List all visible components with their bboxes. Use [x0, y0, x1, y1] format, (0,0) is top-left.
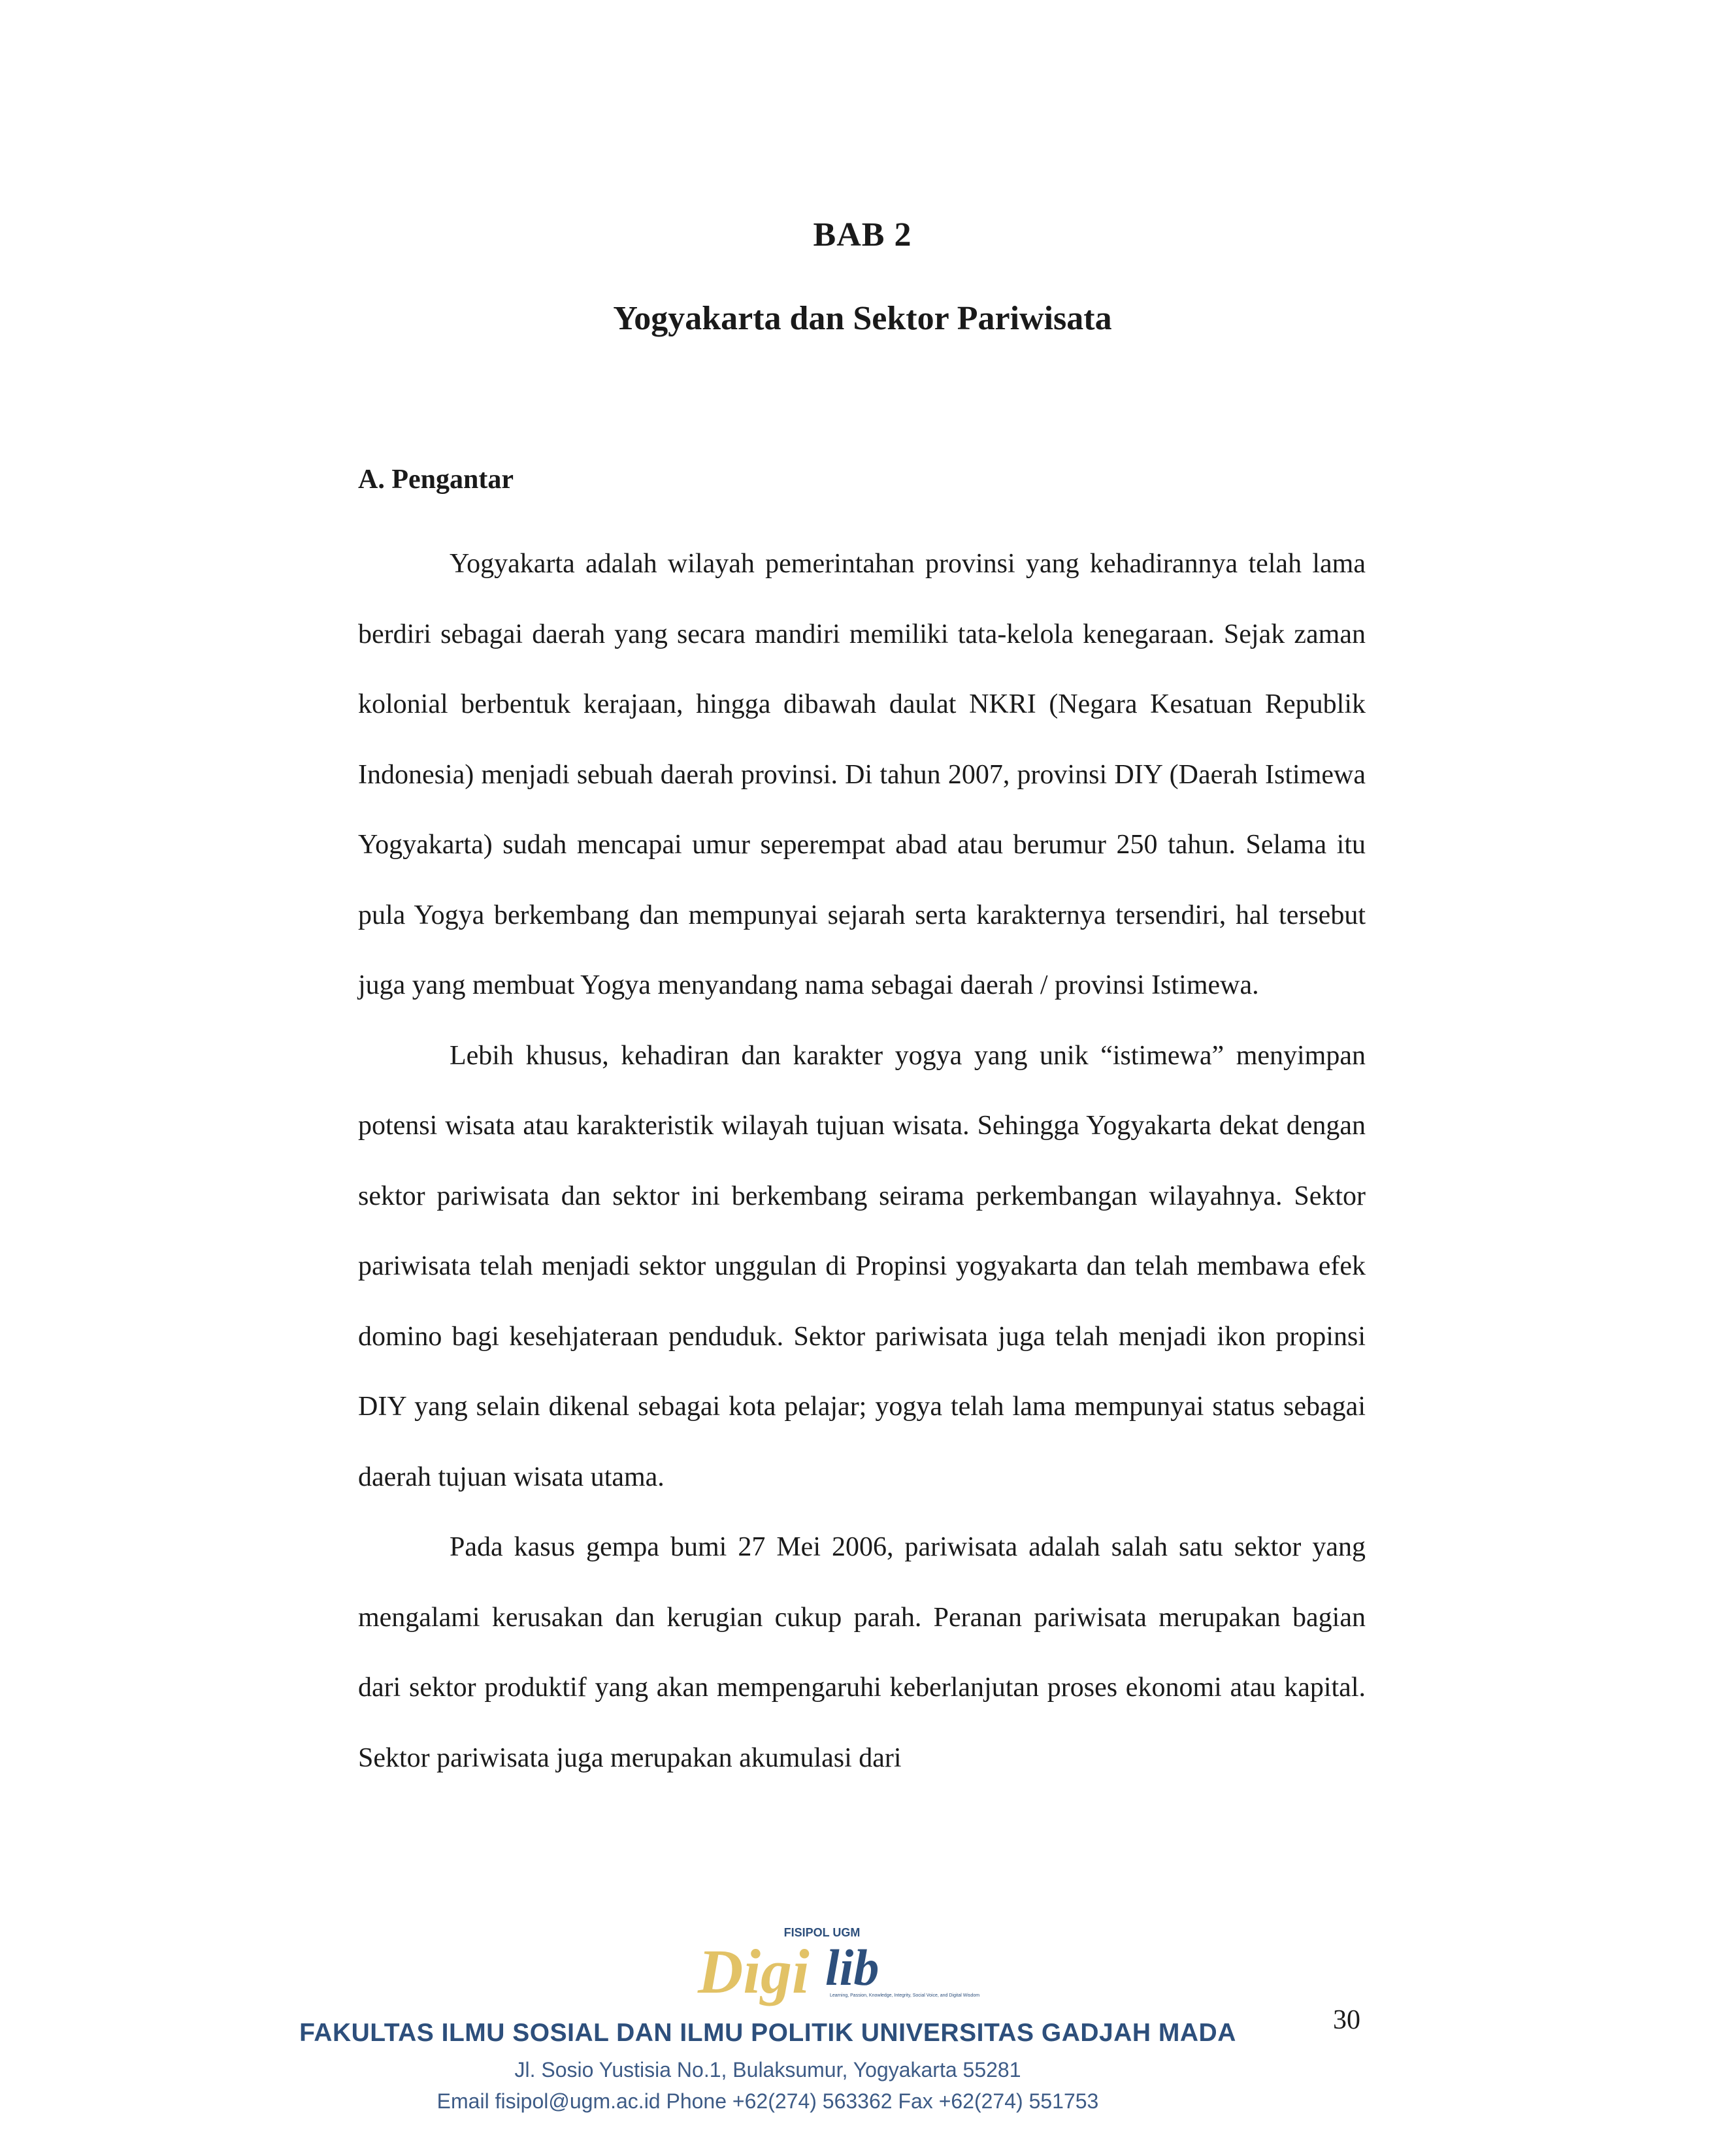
section-heading: A. Pengantar — [358, 465, 514, 495]
paragraph: Yogyakarta adalah wilayah pemerintahan provinsi yang kehadirannya telah lama berdiri sebagai daerah yang secara mandiri memiliki tata-kelola kenegaraan. Sejak zaman kolonial berbentuk kerajaan, hingga dibawah daulat NKRI (Negara Kesatuan Republik Indonesia) menjadi sebuah daerah provinsi. Di tahun 2007, provinsi DIY (Daerah Istimewa Yogyakarta) sudah mencapai umur seperempat abad atau berumur 250 tahun. Selama itu pula Yogya berkembang dan mempunyai sejarah serta karakternya tersendiri, hal tersebut juga yang membuat Yogya menyandang nama sebagai daerah / provinsi Istimewa. — [358, 549, 1366, 1000]
logo-main-left: Digi — [698, 1936, 810, 2006]
chapter-title: Yogyakarta dan Sektor Pariwisata — [613, 300, 1112, 337]
digilib-logo — [685, 1919, 980, 2008]
body-text — [358, 529, 1366, 1793]
logo-main-right: lib — [825, 1939, 879, 1996]
footer-contact: Email fisipol@ugm.ac.id Phone +62(274) 563362 Fax +62(274) 551753 — [436, 2089, 1099, 2113]
chapter-number: BAB 2 — [813, 216, 912, 253]
logo-tagline: Learning, Passion, Knowledge, Integrity, Social Voice, and Digital Wisdom — [830, 1993, 980, 1998]
footer-address: Jl. Sosio Yustisia No.1, Bulaksumur, Yogyakarta 55281 — [514, 2058, 1021, 2082]
page-number: 30 — [1333, 2005, 1360, 2035]
footer-faculty: FAKULTAS ILMU SOSIAL DAN ILMU POLITIK UNIVERSITAS GADJAH MADA — [299, 2019, 1236, 2047]
paragraph: Lebih khusus, kehadiran dan karakter yogya yang unik “istimewa” menyimpan potensi wisata atau karakteristik wilayah tujuan wisata. Sehingga Yogyakarta dekat dengan sektor pariwisata dan sektor ini berkembang seirama perkembangan wilayahnya. Sektor pariwisata telah menjadi sektor unggulan di Propinsi yogyakarta dan telah membawa efek domino bagi kesehjateraan penduduk. Sektor pariwisata juga telah menjadi ikon propinsi DIY yang selain dikenal sebagai kota pelajar; yogya telah lama mempunyai status sebagai daerah tujuan wisata utama. — [358, 1040, 1366, 1492]
paragraph: Pada kasus gempa bumi 27 Mei 2006, pariwisata adalah salah satu sektor yang mengalami kerusakan dan kerugian cukup parah. Peranan pariwisata merupakan bagian dari sektor produktif yang akan mempengaruhi keberlanjutan proses ekonomi atau kapital. Sektor pariwisata juga merupakan akumulasi dari — [358, 1532, 1366, 1773]
logo-top-text: FISIPOL UGM — [783, 1926, 861, 1939]
